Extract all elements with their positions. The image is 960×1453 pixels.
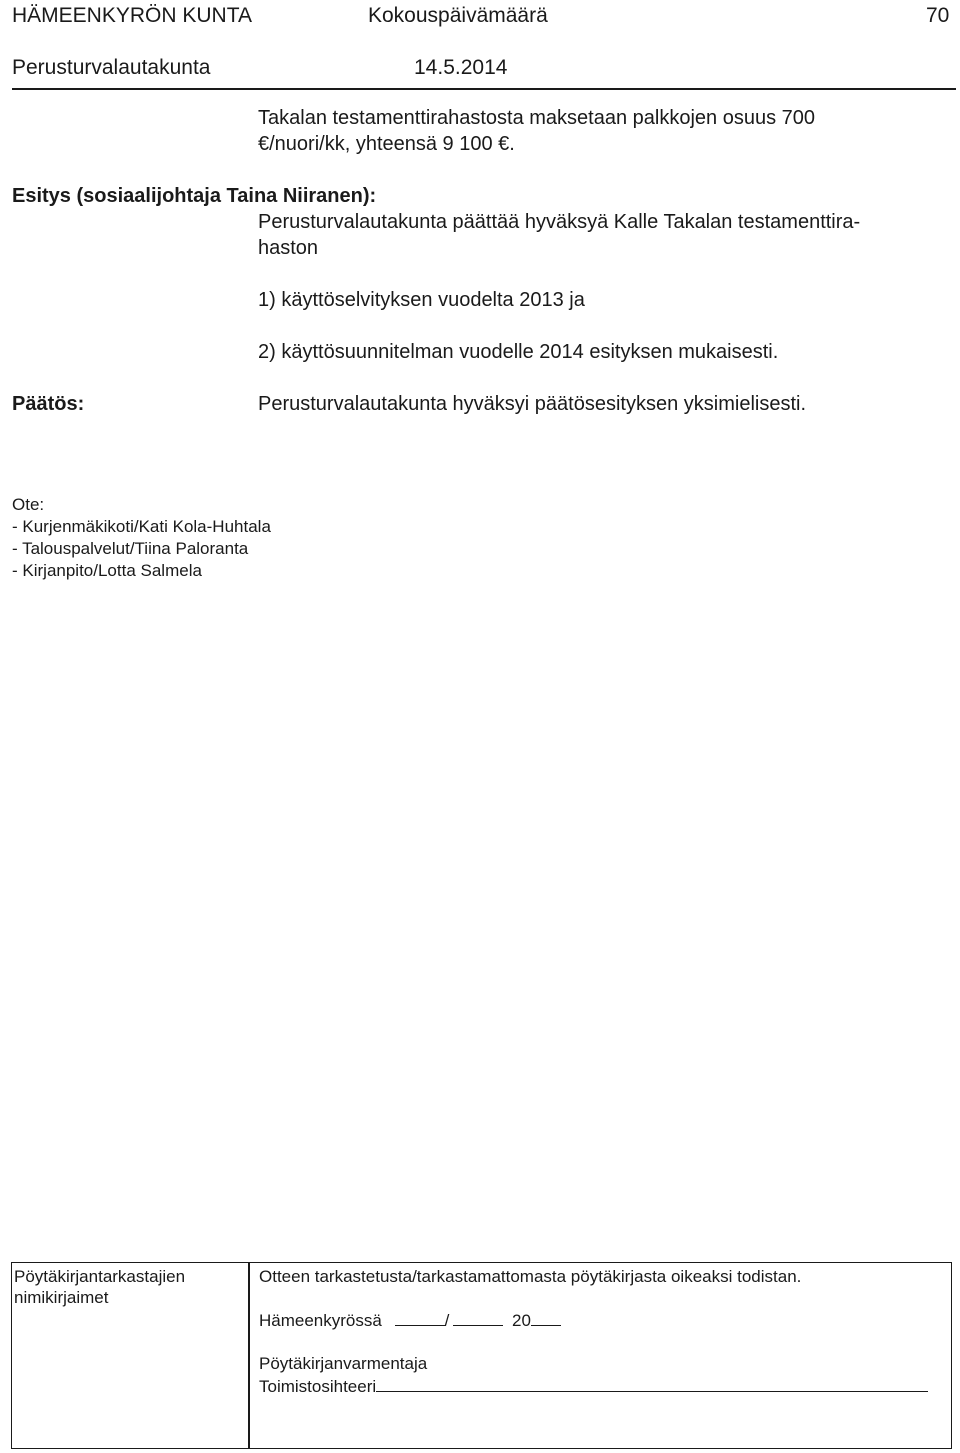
proposal-item-2: 2) käyttösuunnitelman vuodelle 2014 esityksen mukaisesti. [258, 341, 779, 363]
header-divider [12, 88, 956, 90]
day-blank[interactable] [395, 1309, 445, 1326]
verifier-label: Pöytäkirjanvarmentaja [259, 1354, 428, 1373]
proposal-label: Esitys (sosiaalijohtaja Taina Niiranen): [12, 185, 377, 207]
place-date-line [259, 1309, 561, 1331]
certification-text: Otteen tarkastetusta/tarkastamattomasta pöytäkirjasta oikeaksi todistan. [259, 1267, 802, 1286]
secretary-label: Toimistosihteeri [259, 1377, 377, 1396]
page-number: 70 [926, 4, 950, 27]
board-name: Perusturvalautakunta [12, 56, 211, 79]
year-blank[interactable] [531, 1309, 561, 1326]
municipality-name: HÄMEENKYRÖN KUNTA [12, 4, 252, 27]
meeting-date-label: Kokouspäivämäärä [368, 4, 548, 27]
secretary-line [259, 1375, 928, 1397]
excerpt-label: Ote: [12, 495, 45, 514]
decision-label: Päätös: [12, 393, 85, 415]
proposal-line-2: haston [258, 237, 319, 259]
footer-column-divider [248, 1262, 250, 1449]
proposal-line-1: Perusturvalautakunta päättää hyväksyä Kalle Takalan testamenttira- [258, 211, 861, 233]
excerpt-recipient: - Kirjanpito/Lotta Salmela [12, 561, 202, 580]
signature-blank[interactable] [376, 1375, 928, 1392]
year-prefix: 20 [512, 1311, 531, 1330]
excerpt-recipient: - Kurjenmäkikoti/Kati Kola-Huhtala [12, 517, 271, 536]
date-slash: / [444, 1311, 450, 1330]
meeting-date: 14.5.2014 [414, 56, 508, 79]
footer-box [11, 1262, 952, 1449]
initials-label-line-1: Pöytäkirjantarkastajien [14, 1267, 186, 1286]
excerpt-recipient: - Talouspalvelut/Tiina Paloranta [12, 539, 249, 558]
initials-label-line-2: nimikirjaimet [14, 1288, 109, 1307]
intro-line-2: €/nuori/kk, yhteensä 9 100 €. [258, 133, 515, 155]
month-blank[interactable] [453, 1309, 503, 1326]
decision-text: Perusturvalautakunta hyväksyi päätösesityksen yksimielisesti. [258, 393, 807, 415]
proposal-item-1: 1) käyttöselvityksen vuodelta 2013 ja [258, 289, 585, 311]
intro-line-1: Takalan testamenttirahastosta maksetaan palkkojen osuus 700 [258, 107, 816, 129]
place-label: Hämeenkyrössä [259, 1311, 382, 1330]
